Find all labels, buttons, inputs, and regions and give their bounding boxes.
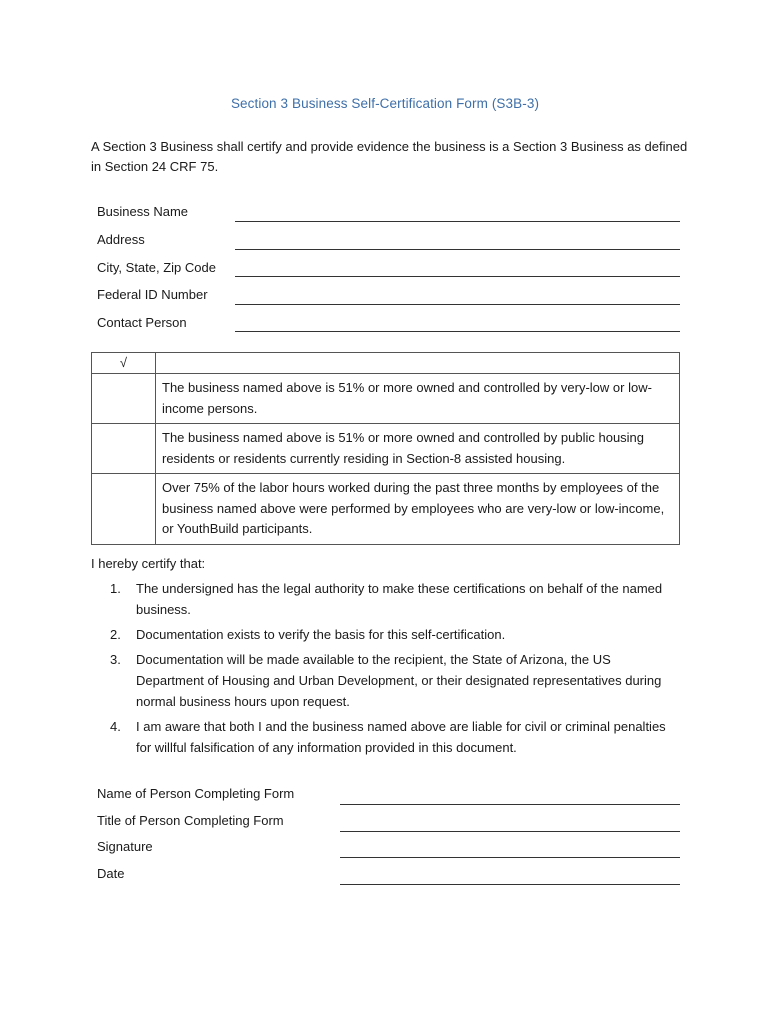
table-row — [92, 424, 680, 474]
certify-lead: I hereby certify that: — [91, 556, 206, 571]
description-column-header — [156, 353, 680, 374]
check-cell[interactable] — [92, 474, 156, 545]
list-item — [110, 716, 670, 758]
list-item — [110, 624, 670, 645]
list-number: 2. — [110, 627, 121, 642]
completer-name-label: Name of Person Completing Form — [97, 786, 295, 801]
address-field[interactable] — [235, 249, 680, 250]
date-label: Date — [97, 866, 125, 881]
statement-text: Documentation exists to verify the basis for this self-certification. — [136, 627, 506, 642]
federal-id-field[interactable] — [235, 304, 680, 305]
statement-text: I am aware that both I and the business named above are liable for civil or criminal penalties for willful falsification of any information provided in this document. — [136, 719, 666, 755]
list-item — [110, 578, 670, 620]
certification-text: The business named above is 51% or more owned and controlled by very-low or low-income persons. — [156, 374, 680, 424]
completer-title-field[interactable] — [340, 831, 680, 832]
city-state-zip-label: City, State, Zip Code — [97, 260, 216, 275]
list-number: 1. — [110, 581, 121, 596]
check-cell[interactable] — [92, 374, 156, 424]
intro-paragraph: A Section 3 Business shall certify and provide evidence the business is a Section 3 Business as defined in Section 24 CRF 75. — [91, 139, 688, 174]
business-name-field[interactable] — [235, 221, 680, 222]
contact-person-field[interactable] — [235, 331, 680, 332]
list-number: 3. — [110, 652, 121, 667]
federal-id-label: Federal ID Number — [97, 287, 208, 302]
statement-text: Documentation will be made available to the recipient, the State of Arizona, the US Department of Housing and Urban Development, or their designated representatives during normal business hours upon request. — [136, 652, 662, 709]
statement-text: The undersigned has the legal authority to make these certifications on behalf of the named business. — [136, 581, 663, 617]
date-field[interactable] — [340, 884, 680, 885]
contact-person-label: Contact Person — [97, 315, 187, 330]
check-cell[interactable] — [92, 424, 156, 474]
completer-name-field[interactable] — [340, 804, 680, 805]
signature-label: Signature — [97, 839, 153, 854]
table-header-row — [92, 353, 680, 374]
address-label: Address — [97, 232, 145, 247]
table-row — [92, 374, 680, 424]
list-number: 4. — [110, 719, 121, 734]
certification-text: The business named above is 51% or more owned and controlled by public housing residents or residents currently residing in Section-8 assisted housing. — [156, 424, 680, 474]
check-column-header: √ — [92, 353, 156, 374]
table-row — [92, 474, 680, 545]
certification-text: Over 75% of the labor hours worked during the past three months by employees of the business named above were performed by employees who are very-low or low-income, or YouthBuild participants. — [156, 474, 680, 545]
list-item — [110, 649, 670, 712]
certification-table — [91, 352, 680, 545]
signature-field[interactable] — [340, 857, 680, 858]
page-title: Section 3 Business Self-Certification Form (S3B-3) — [230, 96, 540, 111]
completer-title-label: Title of Person Completing Form — [97, 813, 284, 828]
city-state-zip-field[interactable] — [235, 276, 680, 277]
certification-statements — [110, 578, 670, 762]
business-name-label: Business Name — [97, 204, 189, 219]
